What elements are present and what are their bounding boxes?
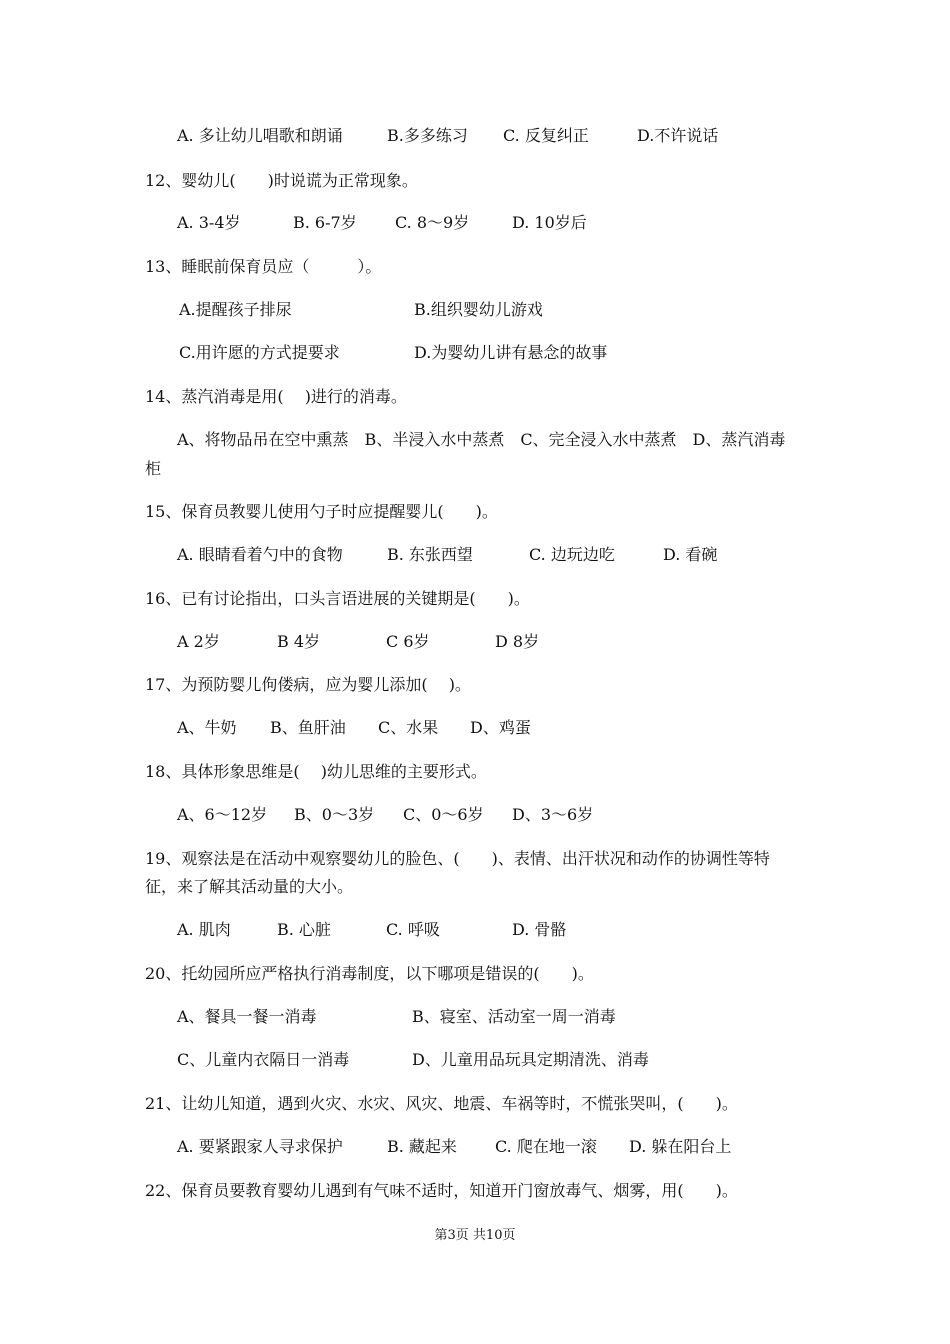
- option-a: A. 肌肉: [177, 920, 231, 939]
- option-c: C. 反复纠正: [503, 126, 589, 145]
- question-20-stem: 20、托幼园所应严格执行消毒制度，以下哪项是错误的( )。: [145, 964, 594, 983]
- option-d: D. 躲在阳台上: [629, 1137, 732, 1156]
- option-d: D. 骨骼: [512, 920, 567, 939]
- option-d: D.不许说话: [637, 126, 719, 145]
- option-c: C、儿童内衣隔日一消毒: [177, 1050, 350, 1069]
- question-16-stem: 16、已有讨论指出，口头言语进展的关键期是( )。: [145, 589, 530, 608]
- question-18-stem: 18、具体形象思维是( )幼儿思维的主要形式。: [145, 762, 487, 781]
- option-b: B、0～3岁: [294, 805, 375, 824]
- option-b: B.组织婴幼儿游戏: [414, 300, 543, 319]
- option-c: C、水果: [378, 718, 439, 737]
- option-a: A. 多让幼儿唱歌和朗诵: [177, 126, 343, 145]
- page-footer: 第3页 共10页: [434, 1228, 516, 1243]
- option-b: B. 心脏: [277, 920, 331, 939]
- option-d: D 8岁: [495, 632, 540, 651]
- option-a: A. 3-4岁: [177, 213, 241, 232]
- option-c: C. 8～9岁: [395, 213, 470, 232]
- option-a: A 2岁: [177, 632, 220, 651]
- question-19-stem-cont: 征，来了解其活动量的大小。: [145, 877, 354, 896]
- option-b: B、寝室、活动室一周一消毒: [412, 1007, 616, 1026]
- option-d: D、鸡蛋: [470, 718, 531, 737]
- option-d: D、3～6岁: [512, 805, 594, 824]
- option-b: B. 藏起来: [387, 1137, 457, 1156]
- option-a: A、餐具一餐一消毒: [177, 1007, 317, 1026]
- option-b: B. 6-7岁: [293, 213, 357, 232]
- option-row-q14: A、将物品吊在空中熏蒸 B、半浸入水中蒸煮 C、完全浸入水中蒸煮 D、蒸汽消毒: [177, 430, 786, 449]
- option-d: D、儿童用品玩具定期清洗、消毒: [412, 1050, 649, 1069]
- option-a: A. 眼睛看着勺中的食物: [177, 545, 343, 564]
- option-a: A、6～12岁: [177, 805, 268, 824]
- question-19-stem: 19、观察法是在活动中观察婴幼儿的脸色、( )、表情、出汗状况和动作的协调性等特: [145, 849, 770, 868]
- option-b: B.多多练习: [387, 126, 468, 145]
- option-a: A.提醒孩子排尿: [179, 300, 292, 319]
- question-17-stem: 17、为预防婴儿佝偻病，应为婴儿添加( )。: [145, 675, 471, 694]
- question-13-stem: 13、睡眠前保育员应（ ）。: [145, 257, 382, 276]
- question-14-stem: 14、蒸汽消毒是用( )进行的消毒。: [145, 387, 407, 406]
- question-15-stem: 15、保育员教婴儿使用勺子时应提醒婴儿( )。: [145, 502, 498, 521]
- option-c: C、0～6岁: [403, 805, 484, 824]
- option-c: C. 呼吸: [386, 920, 440, 939]
- question-21-stem: 21、让幼儿知道，遇到火灾、水灾、风灾、地震、车祸等时，不慌张哭叫，( )。: [145, 1094, 738, 1113]
- option-c: C. 边玩边吃: [529, 545, 615, 564]
- option-c: C 6岁: [386, 632, 430, 651]
- option-d: D.为婴幼儿讲有悬念的故事: [414, 343, 608, 362]
- option-b: B 4岁: [277, 632, 321, 651]
- option-row-q14-cont: 柜: [145, 459, 162, 478]
- option-d: D. 10岁后: [512, 213, 587, 232]
- option-d: D. 看碗: [663, 545, 718, 564]
- option-b: B. 东张西望: [387, 545, 473, 564]
- option-a: A、牛奶: [177, 718, 237, 737]
- question-22-stem: 22、保育员要教育婴幼儿遇到有气味不适时，知道开门窗放毒气、烟雾，用( )。: [145, 1181, 738, 1200]
- option-c: C.用许愿的方式提要求: [179, 343, 340, 362]
- question-12-stem: 12、婴幼儿( )时说谎为正常现象。: [145, 171, 418, 190]
- option-c: C. 爬在地一滚: [495, 1137, 597, 1156]
- option-b: B、鱼肝油: [270, 718, 346, 737]
- option-a: A. 要紧跟家人寻求保护: [177, 1137, 343, 1156]
